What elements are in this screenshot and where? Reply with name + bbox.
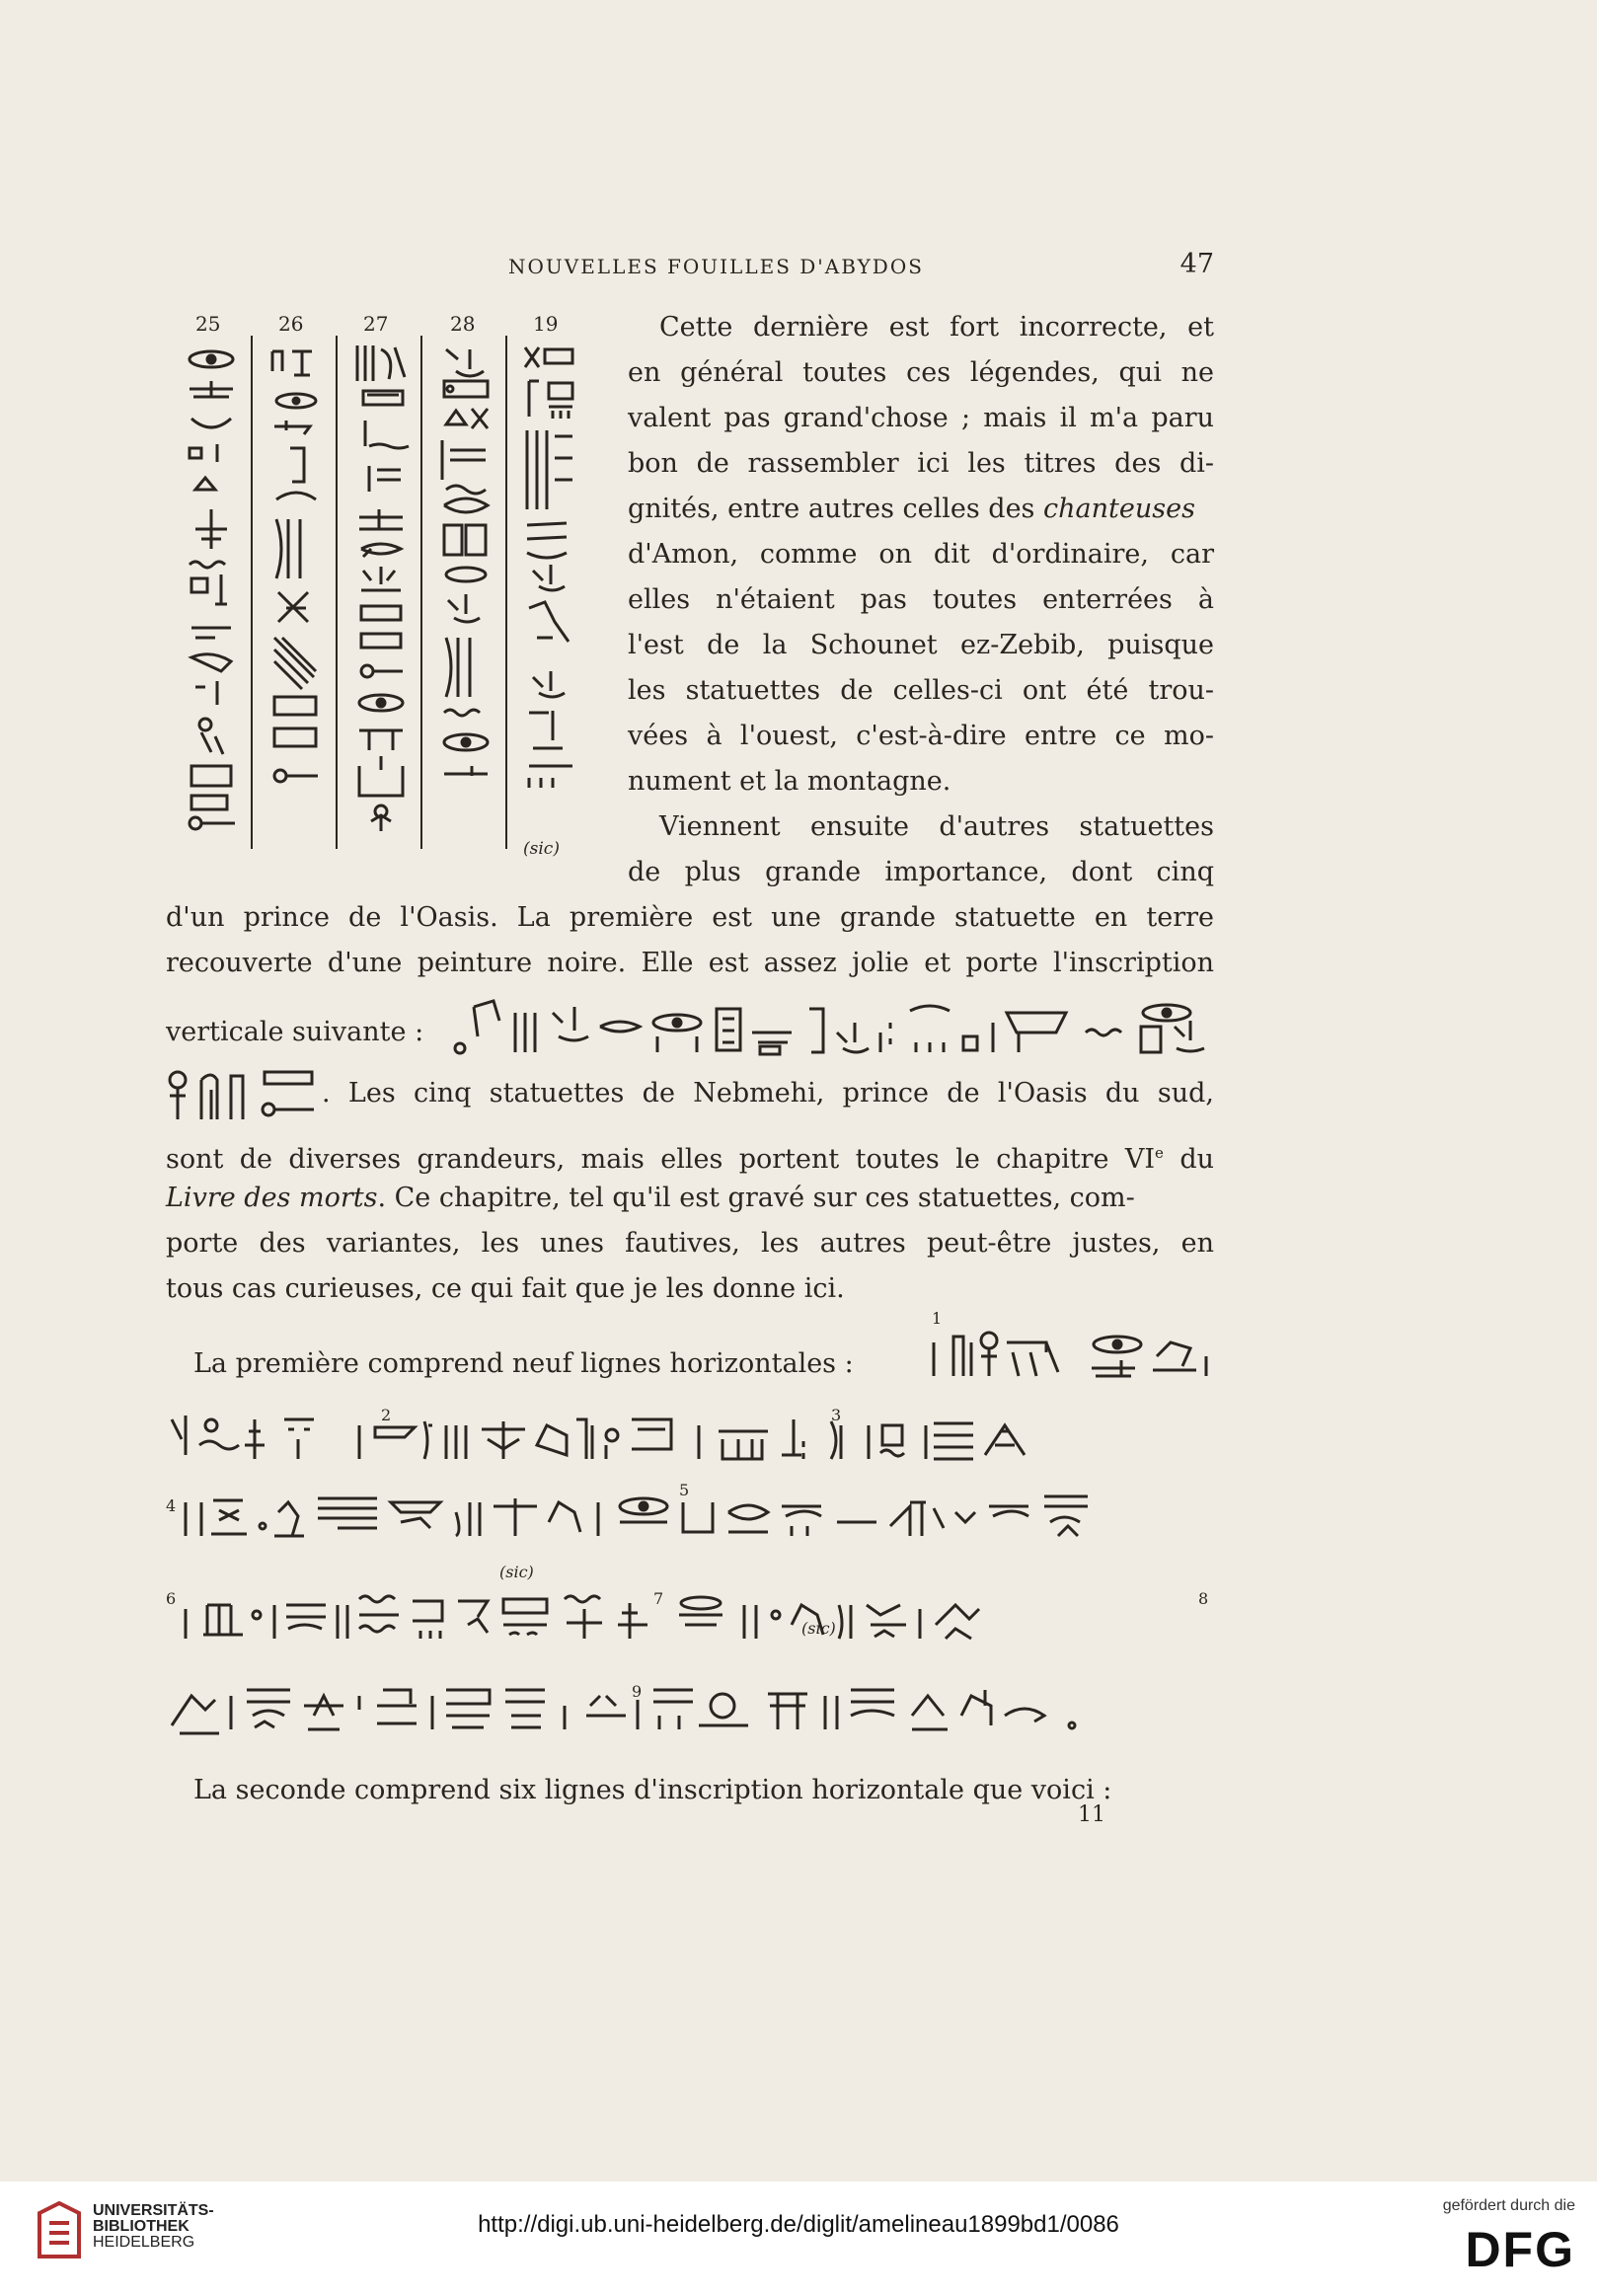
hieroglyph-line-4 bbox=[180, 1483, 1212, 1548]
column-rule bbox=[251, 336, 253, 849]
italic-title: Livre des morts bbox=[166, 1183, 378, 1213]
column-number: 28 bbox=[450, 312, 476, 336]
line-number: 1 bbox=[932, 1309, 943, 1328]
text-span: sont de diverses grandeurs, mais elles portent toutes le chapitre VI bbox=[166, 1144, 1156, 1175]
library-name-line: BIBLIOTHEK bbox=[93, 2218, 190, 2235]
text-line: d'un prince de l'Oasis. La première est une grande statuette en terre bbox=[166, 902, 1214, 933]
column-number: 27 bbox=[363, 312, 389, 336]
text-line: recouverte d'une peinture noire. Elle est assez jolie et porte l'inscription bbox=[166, 948, 1214, 978]
sic-annotation: (sic) bbox=[499, 1563, 534, 1581]
superscript: e bbox=[1155, 1144, 1164, 1162]
column-rule bbox=[505, 336, 507, 849]
column-number: 26 bbox=[278, 312, 304, 336]
text-line: verticale suivante : bbox=[166, 1017, 424, 1047]
column-rule bbox=[420, 336, 422, 849]
text-line: La seconde comprend six lignes d'inscription horizontale que voici : bbox=[193, 1775, 1112, 1805]
hieroglyph-line-1-start bbox=[928, 1323, 1214, 1382]
line-number: 9 bbox=[632, 1682, 643, 1701]
line-number: 8 bbox=[1198, 1589, 1209, 1608]
hieroglyph-column-19 bbox=[519, 342, 578, 835]
page-number: 47 bbox=[1179, 249, 1214, 279]
quire-mark: 11 bbox=[1078, 1802, 1105, 1827]
running-title: NOUVELLES FOUILLES D'ABYDOS bbox=[508, 255, 924, 278]
dfg-logo: DFG bbox=[1465, 2222, 1575, 2277]
inscription-end-hieroglyphs bbox=[166, 1064, 322, 1123]
text-line bbox=[628, 486, 1214, 533]
column-rule bbox=[336, 336, 338, 849]
vertical-inscription-hieroglyphs bbox=[450, 993, 1214, 1062]
hieroglyph-column-26 bbox=[266, 342, 326, 835]
sic-annotation: (sic) bbox=[523, 839, 560, 859]
text-line: Cette dernière est fort incorrecte, et bbox=[659, 312, 1214, 343]
line-number: 4 bbox=[166, 1496, 177, 1515]
hieroglyph-row bbox=[166, 1670, 1212, 1749]
line-number: 3 bbox=[831, 1406, 842, 1424]
hieroglyph-row bbox=[166, 1400, 1212, 1479]
source-url-link[interactable]: http://digi.ub.uni-heidelberg.de/diglit/amelineau1899bd1/0086 bbox=[478, 2211, 1119, 2238]
text-line: elles n'étaient pas toutes enterrées à bbox=[628, 584, 1214, 615]
line-number: 6 bbox=[166, 1589, 177, 1608]
text-line: porte des variantes, les unes fautives, les autres peut-être justes, en bbox=[166, 1228, 1214, 1259]
text-line: bon de rassembler ici les titres des di- bbox=[628, 448, 1214, 479]
text-line: de plus grande importance, dont cinq bbox=[628, 857, 1214, 887]
italic-word: chanteuses bbox=[1043, 494, 1195, 524]
column-number: 25 bbox=[195, 312, 221, 336]
running-head bbox=[158, 249, 1214, 288]
text-span: du bbox=[1163, 1144, 1214, 1175]
funded-by-label: gefördert durch die bbox=[1442, 2197, 1575, 2214]
text-span: gnités, entre autres celles des bbox=[628, 494, 1035, 524]
hieroglyph-line-8 bbox=[166, 1676, 1094, 1741]
column-number: 19 bbox=[533, 312, 559, 336]
hieroglyph-line-6 bbox=[180, 1585, 1196, 1650]
text-line: La première comprend neuf lignes horizontales : bbox=[193, 1348, 854, 1379]
text-line: Viennent ensuite d'autres statuettes bbox=[659, 811, 1214, 842]
text-line: valent pas grand'chose ; mais il m'a paru bbox=[628, 403, 1214, 433]
text-line: tous cas curieuses, ce qui fait que je les donne ici. bbox=[166, 1273, 845, 1304]
footer-bar bbox=[0, 2181, 1597, 2296]
line-number: 5 bbox=[679, 1481, 690, 1499]
hieroglyph-line-1-continued bbox=[166, 1406, 1212, 1471]
hieroglyph-column-table bbox=[168, 336, 582, 859]
sic-annotation: (sic) bbox=[801, 1619, 836, 1638]
text-line: les statuettes de celles-ci ont été trou- bbox=[628, 675, 1214, 706]
text-line: . Les cinq statuettes de Nebmehi, prince de l'Oasis du sud, bbox=[322, 1078, 1214, 1109]
text-line: en général toutes ces légendes, qui ne bbox=[628, 357, 1214, 388]
hieroglyph-row bbox=[166, 1477, 1212, 1556]
hieroglyph-column-25 bbox=[182, 342, 241, 835]
hieroglyph-column-28 bbox=[436, 342, 495, 835]
text-line: l'est de la Schounet ez-Zebib, puisque bbox=[628, 630, 1214, 660]
text-span: . Ce chapitre, tel qu'il est gravé sur ces statuettes, com- bbox=[377, 1183, 1135, 1213]
text-line: nument et la montagne. bbox=[628, 766, 951, 797]
text-line: vées à l'ouest, c'est-à-dire entre ce mo- bbox=[628, 721, 1214, 751]
text-line: d'Amon, comme on dit d'ordinaire, car bbox=[628, 539, 1214, 570]
line-number: 7 bbox=[653, 1589, 664, 1608]
line-number: 2 bbox=[381, 1406, 392, 1424]
hieroglyph-column-27 bbox=[351, 342, 411, 835]
library-name-line: UNIVERSITÄTS- bbox=[93, 2202, 214, 2219]
library-name-line: HEIDELBERG bbox=[93, 2234, 195, 2251]
text-line bbox=[166, 1175, 1214, 1222]
hieroglyph-row bbox=[166, 1577, 1212, 1656]
